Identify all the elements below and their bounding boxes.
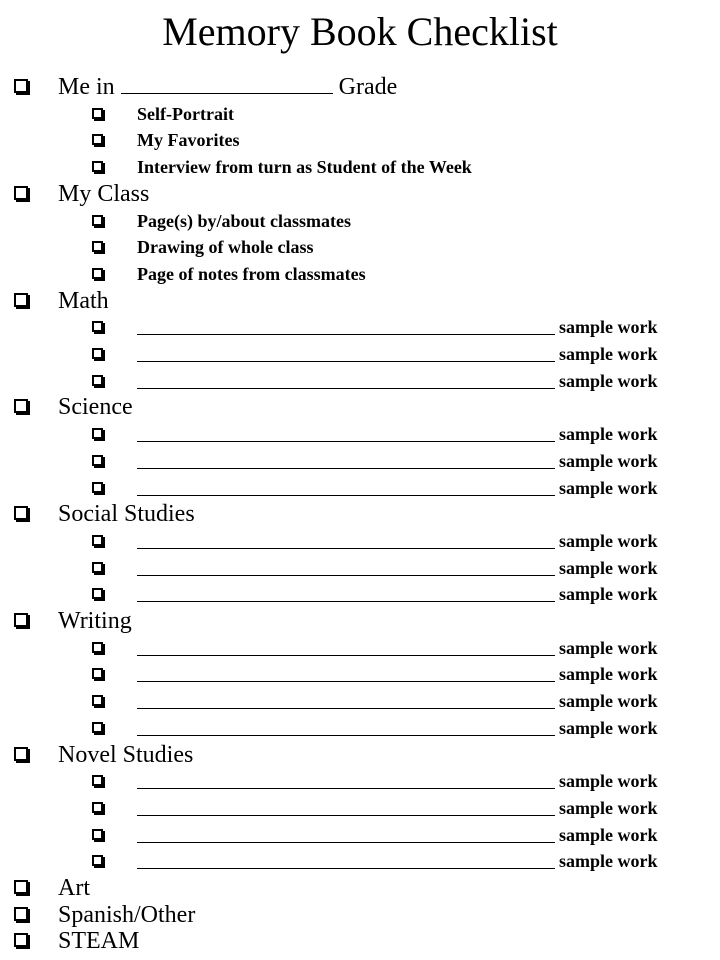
list-item <box>0 421 720 447</box>
section-checkbox[interactable] <box>14 613 28 627</box>
section-row <box>0 875 720 901</box>
fill-in-blank[interactable] <box>137 788 555 789</box>
item-suffix: sample work <box>559 450 658 471</box>
item-suffix: sample work <box>559 824 658 845</box>
list-item <box>0 555 720 581</box>
section-row <box>0 181 720 207</box>
item-checkbox[interactable] <box>92 668 103 679</box>
section-label: Spanish/Other <box>58 901 196 928</box>
section-checkbox[interactable] <box>14 79 28 93</box>
fill-in-blank[interactable] <box>137 575 555 576</box>
item-suffix: sample work <box>559 424 658 445</box>
section-label-before: Me in <box>58 74 115 100</box>
item-suffix: sample work <box>559 691 658 712</box>
fill-in-blank[interactable] <box>137 842 555 843</box>
grade-blank[interactable] <box>121 79 333 94</box>
item-suffix: sample work <box>559 717 658 738</box>
section-row <box>0 742 720 768</box>
list-item <box>0 101 720 127</box>
fill-in-blank[interactable] <box>137 815 555 816</box>
section-label-after: Grade <box>338 74 398 100</box>
item-checkbox[interactable] <box>92 775 103 786</box>
item-checkbox[interactable] <box>92 321 103 332</box>
page-title: Memory Book Checklist <box>162 9 558 54</box>
item-suffix: sample work <box>559 584 658 605</box>
fill-in-blank[interactable] <box>137 681 555 682</box>
item-label: Page(s) by/about classmates <box>137 210 351 231</box>
list-item <box>0 661 720 687</box>
fill-in-blank[interactable] <box>137 655 555 656</box>
section-label: Writing <box>58 608 132 634</box>
item-checkbox[interactable] <box>92 375 103 386</box>
item-checkbox[interactable] <box>92 455 103 466</box>
fill-in-blank[interactable] <box>137 548 555 549</box>
section-row <box>0 288 720 314</box>
list-item <box>0 795 720 821</box>
section-checkbox[interactable] <box>14 506 28 520</box>
section-row <box>0 74 720 100</box>
list-item <box>0 848 720 874</box>
list-item <box>0 581 720 607</box>
section-label: STEAM <box>58 928 140 955</box>
section-row <box>0 902 720 928</box>
item-checkbox[interactable] <box>92 268 103 279</box>
fill-in-blank[interactable] <box>137 735 555 736</box>
fill-in-blank[interactable] <box>137 441 555 442</box>
item-checkbox[interactable] <box>92 642 103 653</box>
item-checkbox[interactable] <box>92 241 103 252</box>
fill-in-blank[interactable] <box>137 708 555 709</box>
section-checkbox[interactable] <box>14 747 28 761</box>
list-item <box>0 127 720 153</box>
section-label: Novel Studies <box>58 741 194 768</box>
list-item <box>0 314 720 340</box>
item-checkbox[interactable] <box>92 535 103 546</box>
item-suffix: sample work <box>559 344 658 364</box>
item-suffix: sample work <box>559 530 658 551</box>
section-row <box>0 394 720 420</box>
item-suffix: sample work <box>559 557 658 578</box>
section-checkbox[interactable] <box>14 933 28 947</box>
fill-in-blank[interactable] <box>137 868 555 869</box>
item-label: Drawing of whole class <box>137 237 314 258</box>
list-item <box>0 154 720 180</box>
section-label <box>58 74 397 100</box>
item-label: My Favorites <box>137 130 240 151</box>
section-label: Science <box>58 394 133 421</box>
item-label: Interview from turn as Student of the Week <box>137 157 472 178</box>
section-row <box>0 501 720 527</box>
list-item <box>0 715 720 741</box>
fill-in-blank[interactable] <box>137 468 555 469</box>
list-item <box>0 261 720 287</box>
section-label: Social Studies <box>58 501 195 528</box>
item-checkbox[interactable] <box>92 695 103 706</box>
item-checkbox[interactable] <box>92 428 103 439</box>
item-suffix: sample work <box>559 771 658 792</box>
section-checkbox[interactable] <box>14 880 28 894</box>
item-checkbox[interactable] <box>92 829 103 840</box>
list-item <box>0 448 720 474</box>
fill-in-blank[interactable] <box>137 334 555 335</box>
list-item <box>0 688 720 714</box>
section-row <box>0 608 720 634</box>
section-label: Art <box>58 875 90 901</box>
item-label: Page of notes from classmates <box>137 263 366 284</box>
list-item <box>0 822 720 848</box>
item-suffix: sample work <box>559 664 658 685</box>
item-checkbox[interactable] <box>92 588 103 599</box>
fill-in-blank[interactable] <box>137 388 555 389</box>
item-checkbox[interactable] <box>92 215 103 226</box>
item-checkbox[interactable] <box>92 562 103 573</box>
list-item <box>0 768 720 794</box>
item-suffix: sample work <box>559 797 658 818</box>
item-suffix: sample work <box>559 477 658 498</box>
list-item <box>0 234 720 260</box>
fill-in-blank[interactable] <box>137 495 555 496</box>
list-item <box>0 475 720 501</box>
list-item <box>0 208 720 234</box>
list-item <box>0 635 720 661</box>
fill-in-blank[interactable] <box>137 361 555 362</box>
item-checkbox[interactable] <box>92 348 103 359</box>
section-checkbox[interactable] <box>14 293 28 307</box>
item-checkbox[interactable] <box>92 134 103 145</box>
section-label: My Class <box>58 180 150 207</box>
item-label: Self-Portrait <box>137 103 234 124</box>
list-item <box>0 528 720 554</box>
item-checkbox[interactable] <box>92 722 103 733</box>
item-suffix: sample work <box>559 637 658 658</box>
item-suffix: sample work <box>559 317 658 338</box>
item-checkbox[interactable] <box>92 108 103 119</box>
fill-in-blank[interactable] <box>137 601 555 602</box>
list-item <box>0 368 720 394</box>
item-checkbox[interactable] <box>92 802 103 813</box>
section-checkbox[interactable] <box>14 907 28 921</box>
item-suffix: sample work <box>559 851 658 872</box>
item-checkbox[interactable] <box>92 855 103 866</box>
section-checkbox[interactable] <box>14 186 28 200</box>
section-label: Math <box>58 287 109 314</box>
item-checkbox[interactable] <box>92 161 103 172</box>
item-suffix: sample work <box>559 370 658 391</box>
section-checkbox[interactable] <box>14 399 28 413</box>
item-checkbox[interactable] <box>92 482 103 493</box>
list-item <box>0 341 720 367</box>
section-row <box>0 928 720 954</box>
